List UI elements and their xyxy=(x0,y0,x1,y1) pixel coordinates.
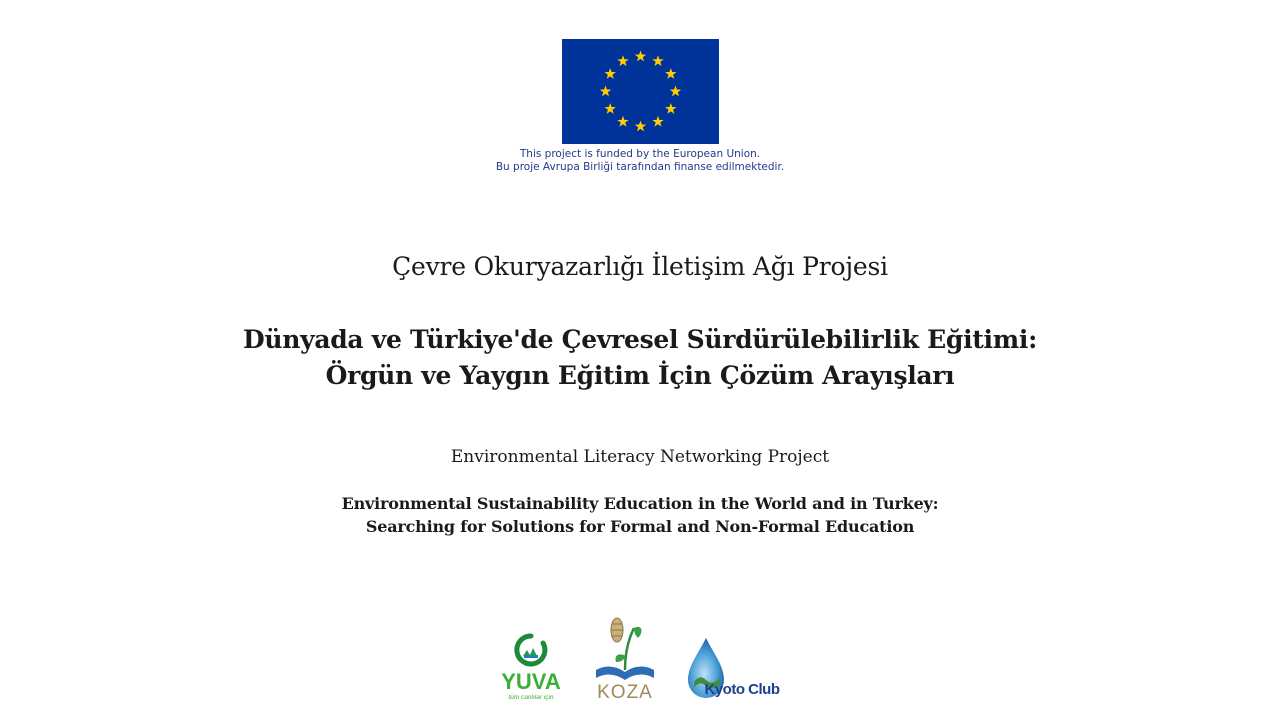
project-title-tr: Çevre Okuryazarlığı İletişim Ağı Projesi xyxy=(392,252,888,281)
subtitle-en-line-2: Searching for Solutions for Formal and Non-Formal Education xyxy=(365,517,915,536)
yuva-logo xyxy=(496,632,566,702)
project-title-en: Environmental Literacy Networking Project xyxy=(450,447,830,467)
koza-logo-text: KOZA xyxy=(597,682,653,702)
eu-funding-caption xyxy=(440,148,840,174)
eu-caption-line-tr: Bu proje Avrupa Birliği tarafından finanse edilmektedir. xyxy=(495,161,785,173)
yuva-logo-text: YUVA xyxy=(501,669,561,694)
yuva-logo-tagline: tüm canlılar için xyxy=(508,694,554,701)
eu-caption-line-en: This project is funded by the European Union. xyxy=(519,148,761,160)
subtitle-tr-line-1: Dünyada ve Türkiye'de Çevresel Sürdürülebilirlik Eğitimi: xyxy=(242,325,1037,354)
kyoto-club-logo-text: Kyoto Club xyxy=(704,681,780,698)
subtitle-tr-line-2: Örgün ve Yaygın Eğitim İçin Çözüm Arayışları xyxy=(325,361,955,390)
project-subtitle-tr xyxy=(140,322,1140,394)
eu-flag-icon xyxy=(562,39,719,144)
kyoto-club-logo xyxy=(684,636,784,702)
project-subtitle-en xyxy=(240,492,1040,538)
koza-logo xyxy=(590,612,660,702)
subtitle-en-line-1: Environmental Sustainability Education in the World and in Turkey: xyxy=(341,494,939,513)
